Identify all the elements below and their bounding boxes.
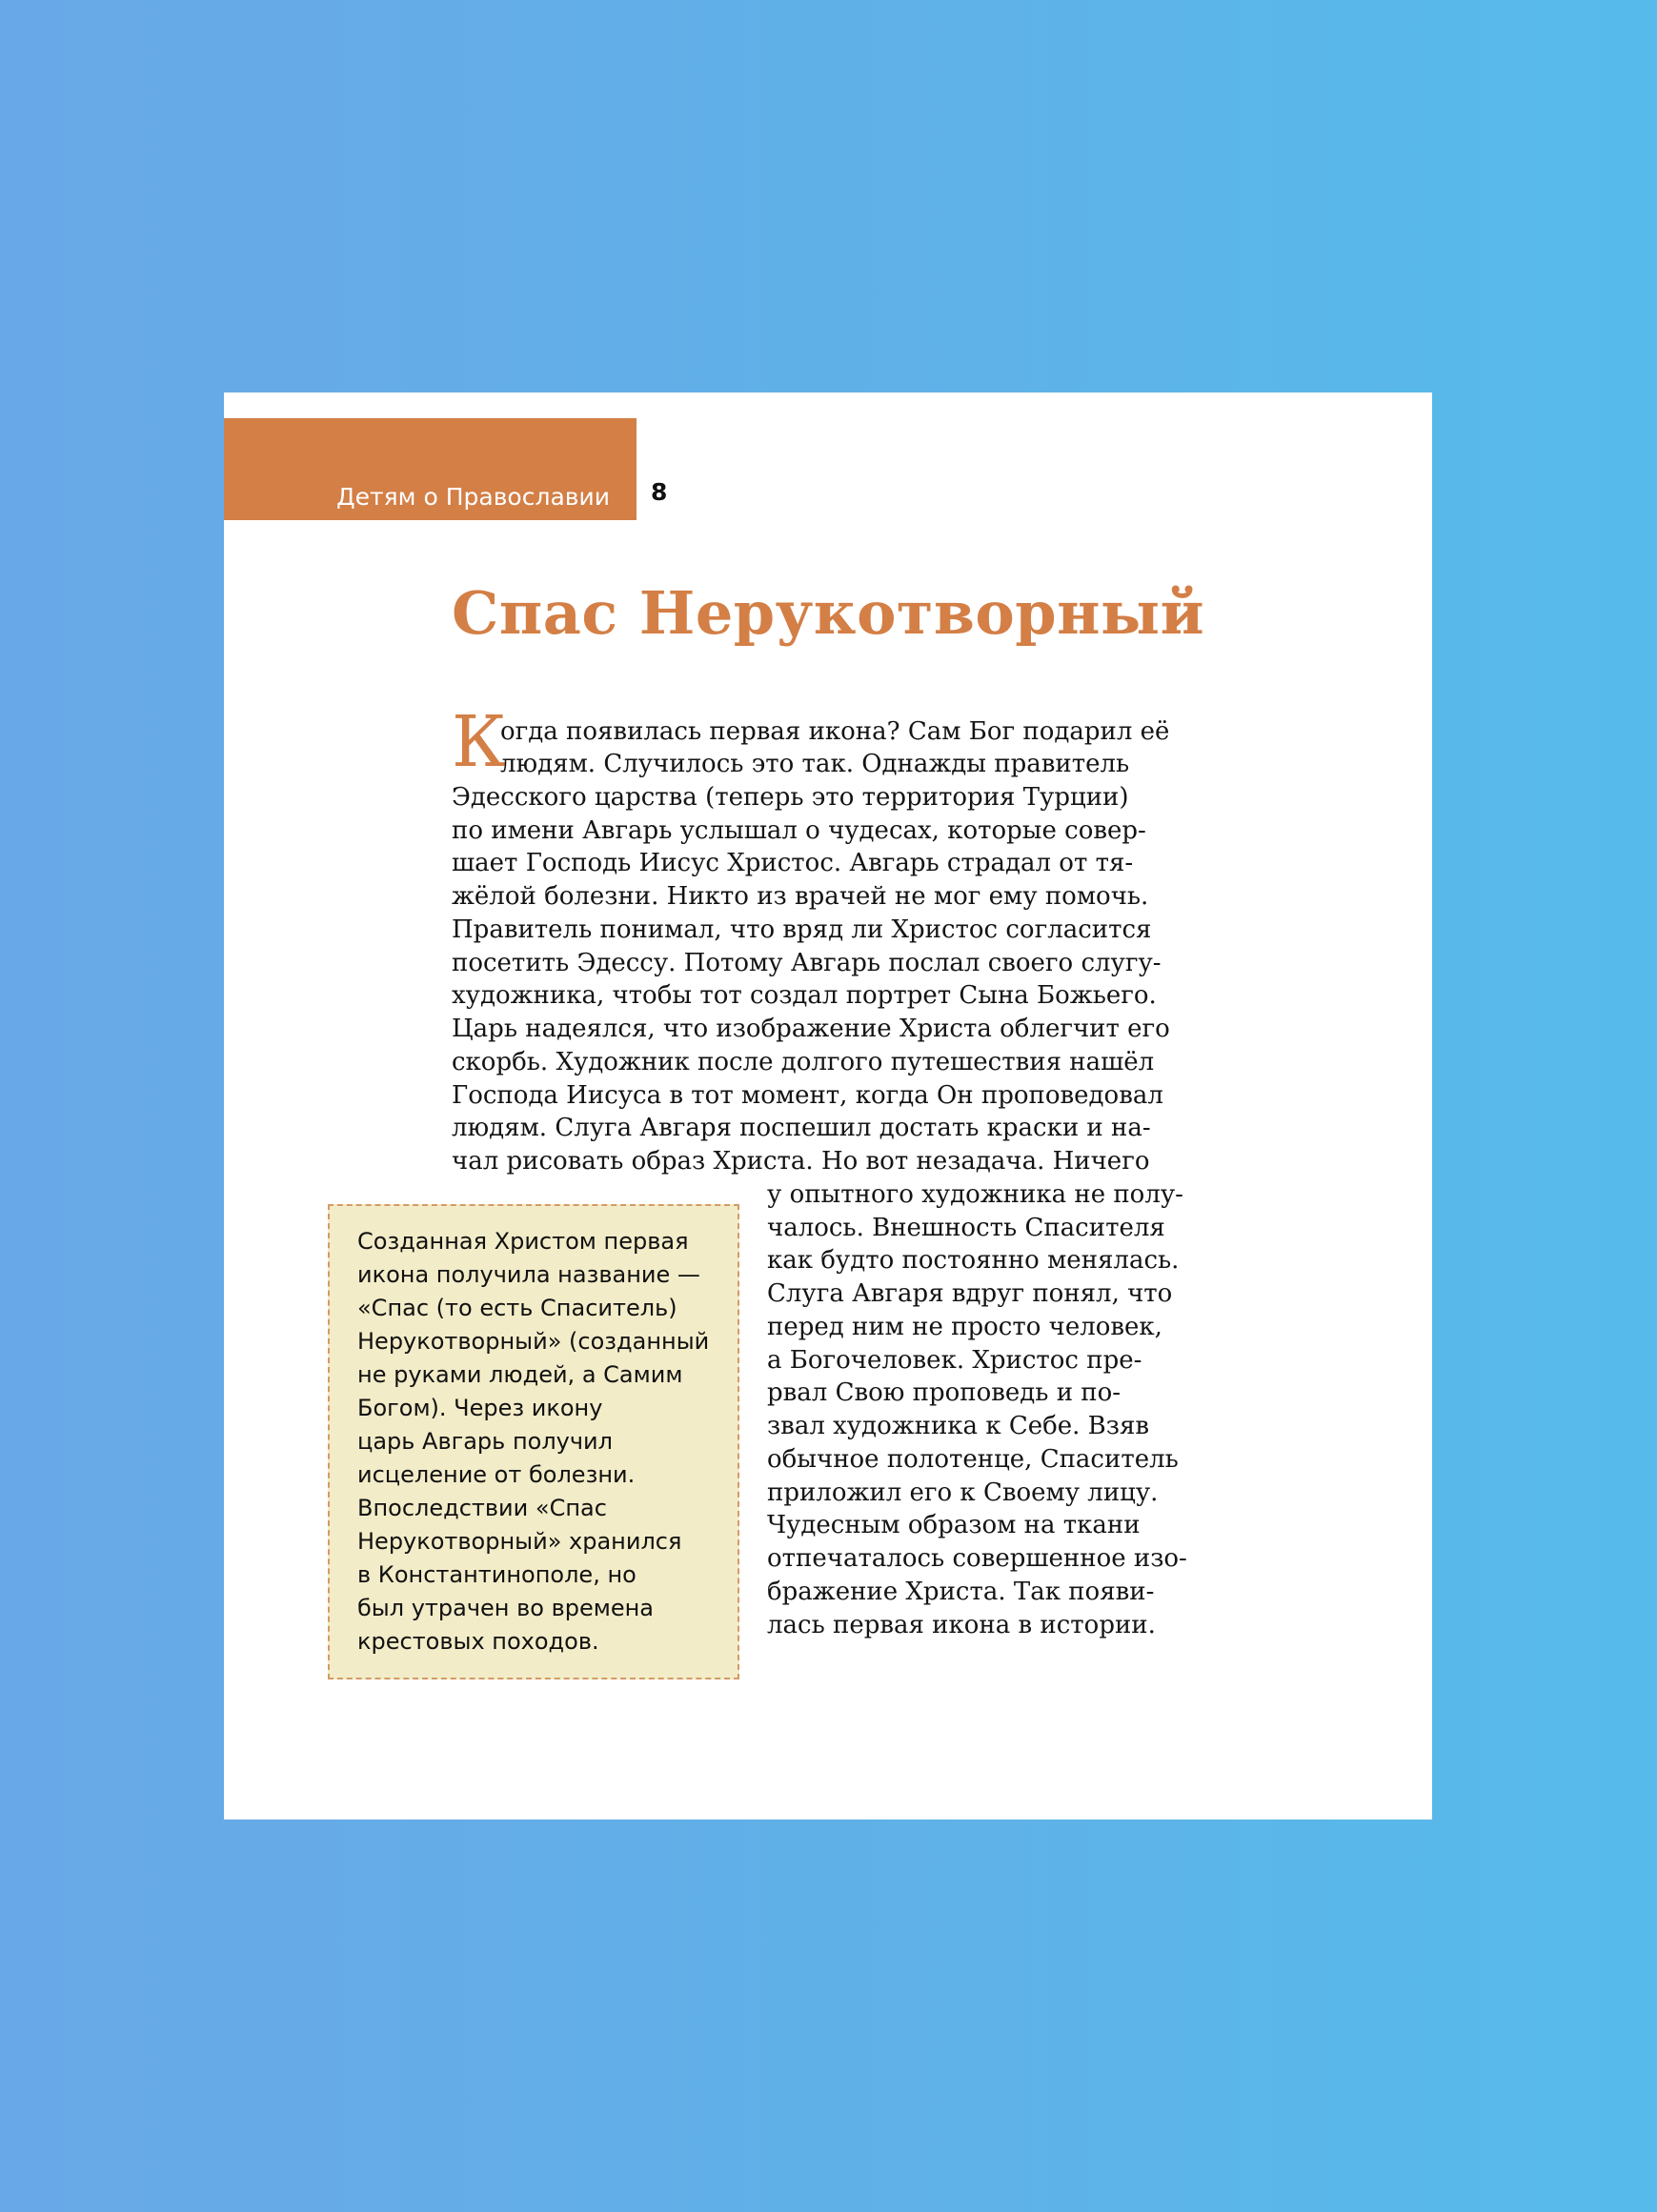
body-line: шает Господь Иисус Христос. Авгарь страдал от тя-: [452, 849, 1134, 877]
body-line: обычное полотенце, Спаситель: [767, 1445, 1179, 1474]
body-line: перед ним не просто человек,: [767, 1313, 1162, 1341]
body-line: бражение Христа. Так появи-: [767, 1578, 1155, 1606]
body-line: чал рисовать образ Христа. Но вот незадача. Ничего: [452, 1147, 1150, 1176]
body-line: приложил его к Своему лицу.: [767, 1478, 1159, 1507]
sidebar-line: Впоследствии «Спас: [357, 1495, 607, 1521]
body-line: лась первая икона в истории.: [767, 1611, 1156, 1639]
drop-cap: К: [452, 701, 507, 783]
body-line: людям. Случилось это так. Однажды правитель: [500, 750, 1130, 778]
body-line: людям. Слуга Авгаря поспешил достать краски и на-: [452, 1114, 1151, 1142]
body-line: как будто постоянно менялась.: [767, 1246, 1180, 1275]
body-line: жёлой болезни. Никто из врачей не мог ему помочь.: [452, 882, 1149, 911]
sidebar-line: «Спас (то есть Спаситель): [357, 1295, 677, 1321]
body-line: посетить Эдессу. Потому Авгарь послал своего слугу-: [452, 949, 1162, 977]
article-title: Спас Нерукотворный: [452, 578, 1205, 648]
sidebar-note: [328, 1204, 739, 1679]
book-page: [224, 392, 1432, 1820]
sidebar-line: крестовых походов.: [357, 1628, 599, 1655]
body-line: чалось. Внешность Спасителя: [767, 1214, 1165, 1242]
body-line: отпечаталось совершенное изо-: [767, 1544, 1187, 1573]
series-title: Детям о Православии: [336, 483, 610, 511]
sidebar-line: исцеление от болезни.: [357, 1461, 636, 1488]
body-line: художника, чтобы тот создал портрет Сына Божьего.: [452, 981, 1157, 1010]
body-line: Эдесского царства (теперь это территория Турции): [452, 783, 1129, 812]
sidebar-line: был утрачен во времена: [357, 1595, 654, 1621]
sidebar-line: Созданная Христом первая: [357, 1228, 689, 1255]
body-line: звал художника к Себе. Взяв: [767, 1412, 1150, 1440]
sidebar-line: не руками людей, а Самим: [357, 1361, 683, 1388]
body-line: по имени Авгарь услышал о чудесах, которые совер-: [452, 816, 1146, 845]
body-line: Слуга Авгаря вдруг понял, что: [767, 1279, 1173, 1308]
body-line: у опытного художника не полу-: [767, 1180, 1183, 1209]
body-line: скорбь. Художник после долгого путешествия нашёл: [452, 1048, 1155, 1076]
sidebar-line: Богом). Через икону: [357, 1395, 603, 1421]
body-line: Господа Иисуса в тот момент, когда Он проповедовал: [452, 1081, 1163, 1110]
body-line: Правитель понимал, что вряд ли Христос согласится: [452, 915, 1152, 944]
sidebar-line: Нерукотворный» (созданный: [357, 1328, 710, 1355]
body-line: рвал Свою проповедь и по-: [767, 1378, 1122, 1407]
header-band: [224, 418, 637, 520]
sidebar-line: икона получила название —: [357, 1261, 700, 1288]
sidebar-line: Нерукотворный» хранился: [357, 1528, 682, 1555]
body-line: Царь надеялся, что изображение Христа облегчит его: [452, 1015, 1170, 1043]
page-number: 8: [651, 478, 668, 506]
body-line: Чудесным образом на ткани: [767, 1511, 1141, 1539]
sidebar-line: в Константинополе, но: [357, 1561, 637, 1588]
sidebar-line: царь Авгарь получил: [357, 1428, 613, 1455]
body-line: а Богочеловек. Христос пре-: [767, 1346, 1142, 1375]
body-line: огда появилась первая икона? Сам Бог подарил её: [500, 717, 1170, 746]
